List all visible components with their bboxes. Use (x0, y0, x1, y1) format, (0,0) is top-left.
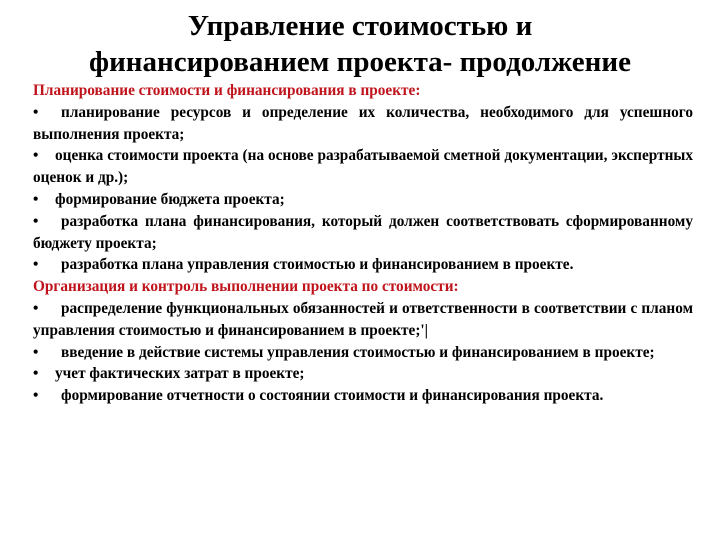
list-item-text: введение в действие системы управления стоимостью и финансированием в проекте; (61, 343, 655, 361)
list-item (33, 342, 693, 364)
bullet-icon: • (33, 190, 39, 208)
list-item-text: разработка плана финансирования, который должен соответствовать сформированному бюджету проекта; (33, 212, 693, 252)
list-item (33, 363, 693, 385)
list-item (33, 385, 693, 407)
section-heading-planning: Планирование стоимости и финансирования в проекте: (33, 82, 421, 99)
list-item (33, 145, 693, 189)
slide-title (20, 8, 700, 80)
list-item (33, 102, 693, 146)
list-item-text: разработка плана управления стоимостью и финансированием в проекте. (61, 256, 574, 274)
title-line-2: финансированием проекта- продолжение (89, 46, 631, 78)
list-item (33, 254, 693, 276)
list-item-text: формирование бюджета проекта; (55, 190, 285, 208)
slide-content (33, 80, 693, 407)
list-item (33, 298, 693, 342)
list-item-text: формирование отчетности о состоянии стоимости и финансирования проекта. (61, 387, 604, 405)
bullet-icon: • (33, 103, 39, 121)
bullet-icon: • (33, 299, 39, 317)
list-item-text: оценка стоимости проекта (на основе разрабатываемой сметной документации, экспертных оценок и др.); (33, 147, 693, 187)
bullet-icon: • (33, 212, 39, 230)
list-item (33, 189, 693, 211)
bullet-icon: • (33, 365, 39, 383)
bullet-icon: • (33, 256, 39, 274)
list-item-text: планирование ресурсов и определение их количества, необходимого для успешного выполнения проекта; (33, 103, 693, 143)
bullet-icon: • (33, 147, 39, 165)
list-item-text: учет фактических затрат в проекте; (55, 365, 305, 383)
list-item-text: распределение функциональных обязанностей и ответственности в соответствии с планом управления стоимостью и финансированием в проекте;'| (33, 299, 693, 339)
section-heading-control: Организация и контроль выполнении проекта по стоимости: (33, 278, 459, 296)
bullet-icon: • (33, 343, 39, 361)
list-item (33, 211, 693, 255)
bullet-icon: • (33, 387, 39, 405)
title-line-1: Управление стоимостью и (187, 10, 533, 42)
